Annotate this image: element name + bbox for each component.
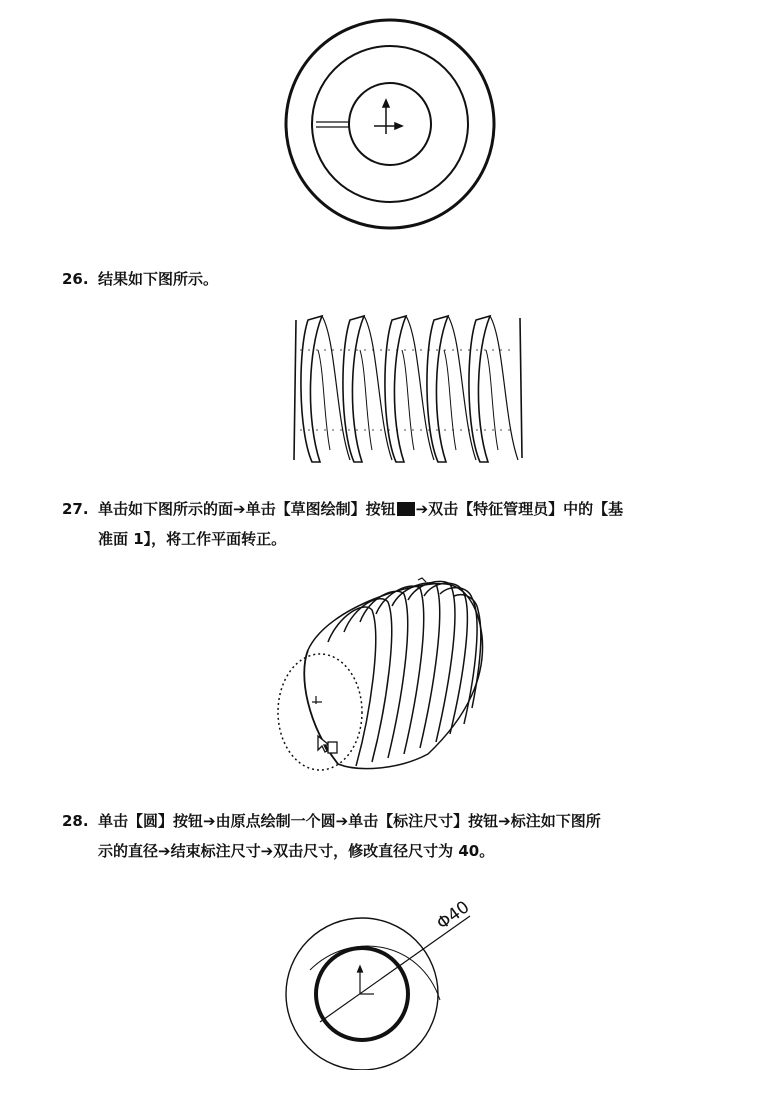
outer-circle	[286, 20, 494, 228]
step-text: 结果如下图所示。	[98, 270, 219, 288]
inner-circle	[349, 83, 431, 165]
diameter-dimension-label: Φ40	[433, 897, 474, 935]
step-26	[62, 264, 752, 294]
step-number: 27.	[62, 500, 89, 518]
coil-backs	[322, 316, 518, 460]
top-circle-figure	[280, 10, 500, 250]
step-text-line1b: ➔双击【特征管理员】中的【基	[415, 500, 624, 518]
step-number: 28.	[62, 812, 89, 830]
spring-figure	[290, 310, 530, 470]
step-27	[62, 494, 752, 554]
origin-marker-icon	[312, 696, 322, 704]
step-text-line1: 单击【圆】按钮➔由原点绘制一个圆➔单击【标注尺寸】按钮➔标注如下图所	[98, 812, 601, 830]
slot-lines	[316, 122, 349, 127]
step-text-line2: 示的直径➔结束标注尺寸➔双击尺寸，修改直径尺寸为 40。	[98, 842, 495, 860]
step-text-line1a: 单击如下图所示的面➔单击【草图绘制】按钮	[98, 500, 396, 518]
threaded-cylinder-figure	[268, 576, 498, 776]
selected-face-outline	[278, 654, 362, 770]
step-28	[62, 806, 752, 866]
dimension-circle-figure	[270, 890, 500, 1070]
step-number: 26.	[62, 270, 89, 288]
step-text-line2: 准面 1】，将工作平面转正。	[98, 530, 287, 548]
coil-inner	[300, 350, 516, 450]
origin-marker-icon	[374, 100, 402, 134]
sketch-button-icon	[397, 502, 415, 516]
cursor-face-icon	[318, 736, 337, 753]
middle-circle	[312, 46, 468, 202]
thread-edge	[310, 946, 440, 1000]
